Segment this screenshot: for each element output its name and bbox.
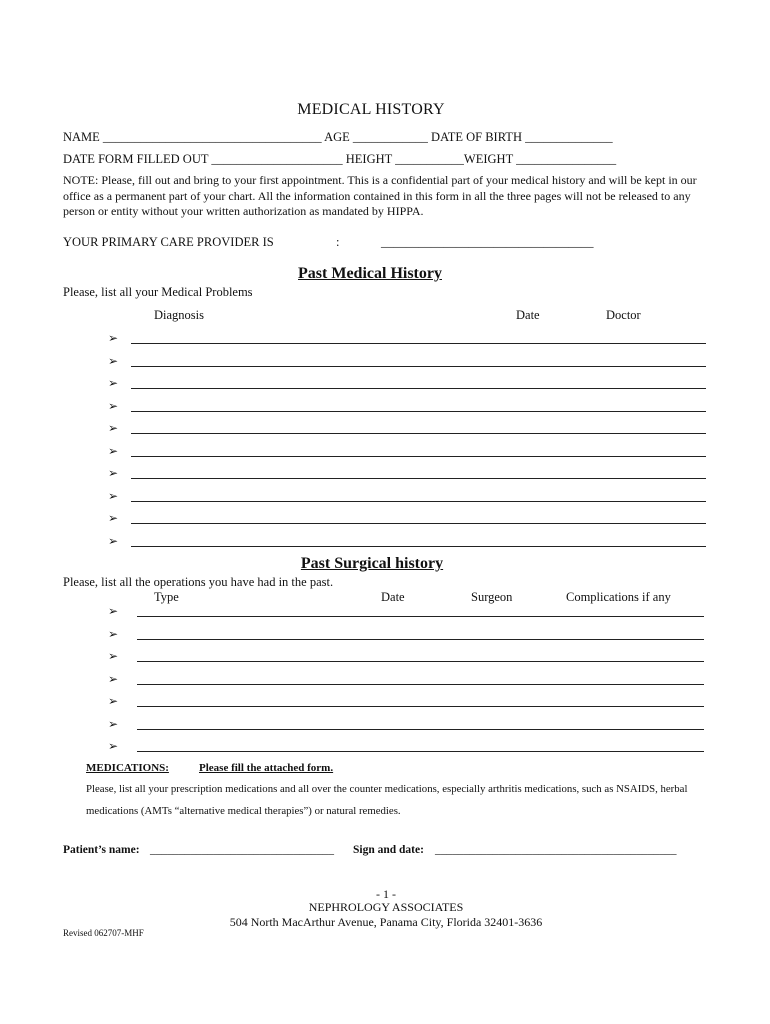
revision-code: Revised 062707-MHF — [63, 928, 144, 938]
medical-problem-bullet-icon: ➢ — [108, 443, 119, 458]
medications-instruction: Please fill the attached form. — [199, 762, 334, 774]
medical-problem-entry-line[interactable] — [131, 546, 706, 547]
past-medical-history-heading: Past Medical History — [298, 265, 442, 282]
col-surgeon: Surgeon — [471, 590, 513, 604]
medical-instruction: Please, list all your Medical Problems — [63, 285, 253, 299]
patient-name-line: ________________________________ — [150, 844, 334, 856]
page-number: - 1 - — [376, 887, 396, 901]
provider-label: YOUR PRIMARY CARE PROVIDER IS — [63, 235, 274, 249]
medical-problem-bullet-icon: ➢ — [108, 331, 119, 345]
medical-problem-bullet-icon: ➢ — [108, 376, 119, 390]
medical-problem-bullet-icon: ➢ — [108, 511, 119, 525]
name-age-dob-row: NAME ___________________________________ AGE ____________ DATE OF BIRTH ______________ — [63, 130, 613, 144]
medical-problem-entry-line[interactable] — [131, 478, 706, 479]
surgery-bullet-icon: ➢ — [108, 604, 119, 618]
medical-problem-bullet-icon: ➢ — [108, 421, 119, 435]
col-date: Date — [516, 308, 540, 322]
medical-problem-bullet-icon: ➢ — [108, 466, 119, 480]
medical-problem-entry-line[interactable] — [131, 501, 706, 502]
surgery-bullet-icon: ➢ — [108, 716, 119, 731]
col-type: Type — [154, 590, 179, 604]
surgery-bullet-icon: ➢ — [108, 626, 119, 641]
form-title: MEDICAL HISTORY — [297, 101, 445, 118]
patient-name-label: Patient’s name: — [63, 844, 140, 856]
col-doctor: Doctor — [606, 308, 641, 322]
surgical-instruction: Please, list all the operations you have had in the past. — [63, 575, 334, 589]
confidentiality-note: NOTE: Please, fill out and bring to your first appointment. This is a confidential part of your medical history and will be kept in our office as a permanent part of your chart. All the information contained in this form in all the three pages will not be released to any person or entity without your written authorization as mandated by HIPPA. — [63, 173, 697, 218]
provider-line: __________________________________ — [381, 235, 594, 249]
past-surgical-history-heading: Past Surgical history — [300, 555, 444, 572]
medical-problem-entry-line[interactable] — [131, 433, 706, 434]
medical-problem-entry-line[interactable] — [131, 523, 706, 524]
medical-problem-bullet-icon: ➢ — [108, 533, 119, 548]
col-complications: Complications if any — [566, 590, 671, 604]
medical-problem-entry-line[interactable] — [131, 366, 706, 367]
medications-note: Please, list all your prescription medications and all over the counter medications, especially arthritis medications, such as NSAIDS, herbal medications (AMTs “alternative medical therapies”) or natural remedies. — [86, 783, 688, 817]
surgery-entry-line[interactable] — [137, 729, 704, 730]
surgery-bullet-icon: ➢ — [108, 671, 119, 686]
medications-label: MEDICATIONS: — [86, 762, 169, 774]
medical-problem-entry-line[interactable] — [131, 388, 706, 389]
surgery-entry-line[interactable] — [137, 751, 704, 752]
surgery-bullet-icon: ➢ — [108, 649, 119, 663]
surgery-bullet-icon: ➢ — [108, 694, 119, 708]
surgery-entry-line[interactable] — [137, 684, 704, 685]
surgery-bullet-icon: ➢ — [108, 739, 119, 753]
practice-name: NEPHROLOGY ASSOCIATES — [308, 900, 464, 914]
date-height-weight-row: DATE FORM FILLED OUT _____________________ HEIGHT ___________WEIGHT ________________ — [63, 152, 617, 166]
sign-date-line: __________________________________________ — [435, 844, 677, 856]
surgery-entry-line[interactable] — [137, 706, 704, 707]
medical-problem-bullet-icon: ➢ — [108, 353, 119, 368]
surgery-entry-line[interactable] — [137, 616, 704, 617]
medical-problem-entry-line[interactable] — [131, 411, 706, 412]
medical-problem-bullet-icon: ➢ — [108, 398, 119, 413]
surgery-entry-line[interactable] — [137, 639, 704, 640]
medical-problem-entry-line[interactable] — [131, 343, 706, 344]
practice-address: 504 North MacArthur Avenue, Panama City, Florida 32401-3636 — [229, 915, 543, 929]
medical-problem-bullet-icon: ➢ — [108, 488, 119, 503]
surgery-entry-line[interactable] — [137, 661, 704, 662]
provider-colon: : — [336, 235, 340, 249]
col-surgical-date: Date — [381, 590, 405, 604]
sign-date-label: Sign and date: — [353, 844, 424, 856]
col-diagnosis: Diagnosis — [154, 308, 204, 322]
medical-problem-entry-line[interactable] — [131, 456, 706, 457]
